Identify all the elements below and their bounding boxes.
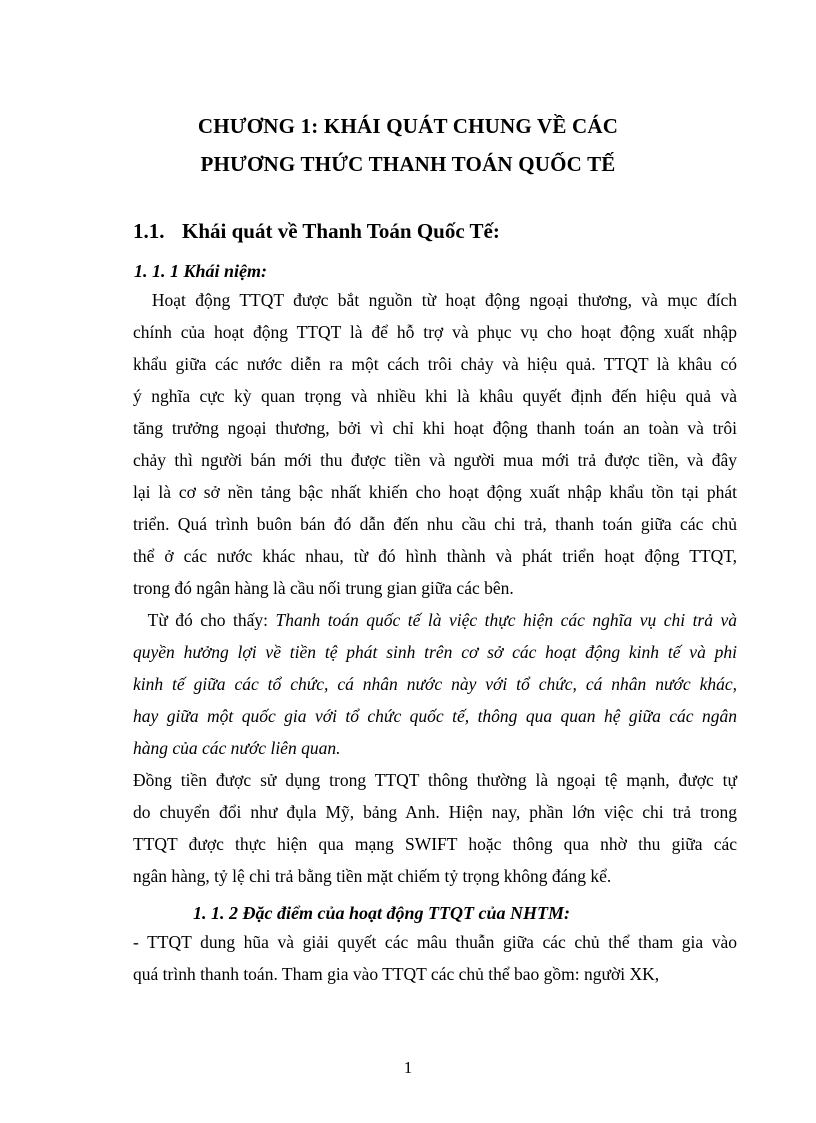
definition-line: quyền hưởng lợi về tiền tệ phát sinh trên cơ sở các hoạt động kinh tế và phi — [133, 642, 737, 662]
paragraph-line: trong đó ngân hàng là cầu nối trung gian giữa các bên. — [133, 578, 514, 598]
definition-line: hay giữa một quốc gia với tổ chức quốc tế, thông qua quan hệ giữa các ngân — [133, 706, 737, 726]
paragraph-line: ý nghĩa cực kỳ quan trọng và nhiều khi là khâu quyết định đến hiệu quả và — [133, 386, 737, 406]
paragraph-line: Đồng tiền được sử dụng trong TTQT thông thường là ngoại tệ mạnh, được tự — [133, 770, 737, 790]
paragraph-line: - TTQT dung hũa và giải quyết các mâu thuẫn giữa các chủ thể tham gia vào — [133, 932, 737, 952]
paragraph-line: TTQT được thực hiện qua mạng SWIFT hoặc thông qua nhờ thu giữa các — [133, 834, 737, 854]
definition-lead: Từ đó cho thấy: — [133, 610, 276, 630]
definition-text: Thanh toán quốc tế là việc thực hiện các nghĩa vụ chi trả và — [275, 610, 737, 630]
section-title: Khái quát về Thanh Toán Quốc Tế: — [182, 219, 500, 243]
paragraph-line: quá trình thanh toán. Tham gia vào TTQT các chủ thể bao gồm: người XK, — [133, 964, 660, 984]
section-number: 1.1. — [133, 219, 165, 243]
chapter-title-line-1: CHƯƠNG 1: KHÁI QUÁT CHUNG VỀ CÁC — [197, 114, 619, 138]
subsection-heading-1: 1. 1. 1 Khái niệm: — [134, 261, 268, 281]
definition-line — [133, 610, 737, 631]
paragraph-line: triển. Quá trình buôn bán đó dẫn đến nhu cầu chi trả, thanh toán giữa các chủ — [133, 514, 737, 534]
paragraph-line: chính của hoạt động TTQT là để hỗ trợ và phục vụ cho hoạt động xuất nhập — [133, 322, 737, 342]
subsection-heading-2: 1. 1. 2 Đặc điểm của hoạt động TTQT của NHTM: — [193, 903, 570, 923]
paragraph-line: thể ở các nước khác nhau, từ đó hình thành và phát triển hoạt động TTQT, — [133, 546, 737, 566]
section-heading — [133, 219, 500, 244]
paragraph-line: tăng trưởng ngoại thương, bởi vì chỉ khi hoạt động thanh toán an toàn và trôi — [133, 418, 737, 438]
definition-line: kinh tế giữa các tổ chức, cá nhân nước này với tổ chức, cá nhân nước khác, — [133, 674, 737, 694]
paragraph-line: chảy thì người bán mới thu được tiền và người mua mới trả được tiền, và đây — [133, 450, 737, 470]
definition-line: hàng của các nước liên quan. — [133, 738, 341, 758]
paragraph-line: ngân hàng, tỷ lệ chi trả bằng tiền mặt chiếm tỷ trọng không đáng kể. — [133, 866, 612, 886]
paragraph-line: khẩu giữa các nước diễn ra một cách trôi chảy và hiệu quả. TTQT là khâu có — [133, 354, 737, 374]
paragraph-line: do chuyển đổi như đụla Mỹ, bảng Anh. Hiện nay, phần lớn việc chi trả trong — [133, 802, 737, 822]
page-number: 1 — [403, 1058, 413, 1077]
chapter-title-line-2: PHƯƠNG THỨC THANH TOÁN QUỐC TẾ — [200, 152, 616, 176]
paragraph-line: Hoạt động TTQT được bắt nguồn từ hoạt động ngoại thương, và mục đích — [133, 290, 737, 310]
paragraph-line: lại là cơ sở nền tảng bậc nhất khiến cho hoạt động xuất nhập khẩu tồn tại phát — [133, 482, 737, 502]
